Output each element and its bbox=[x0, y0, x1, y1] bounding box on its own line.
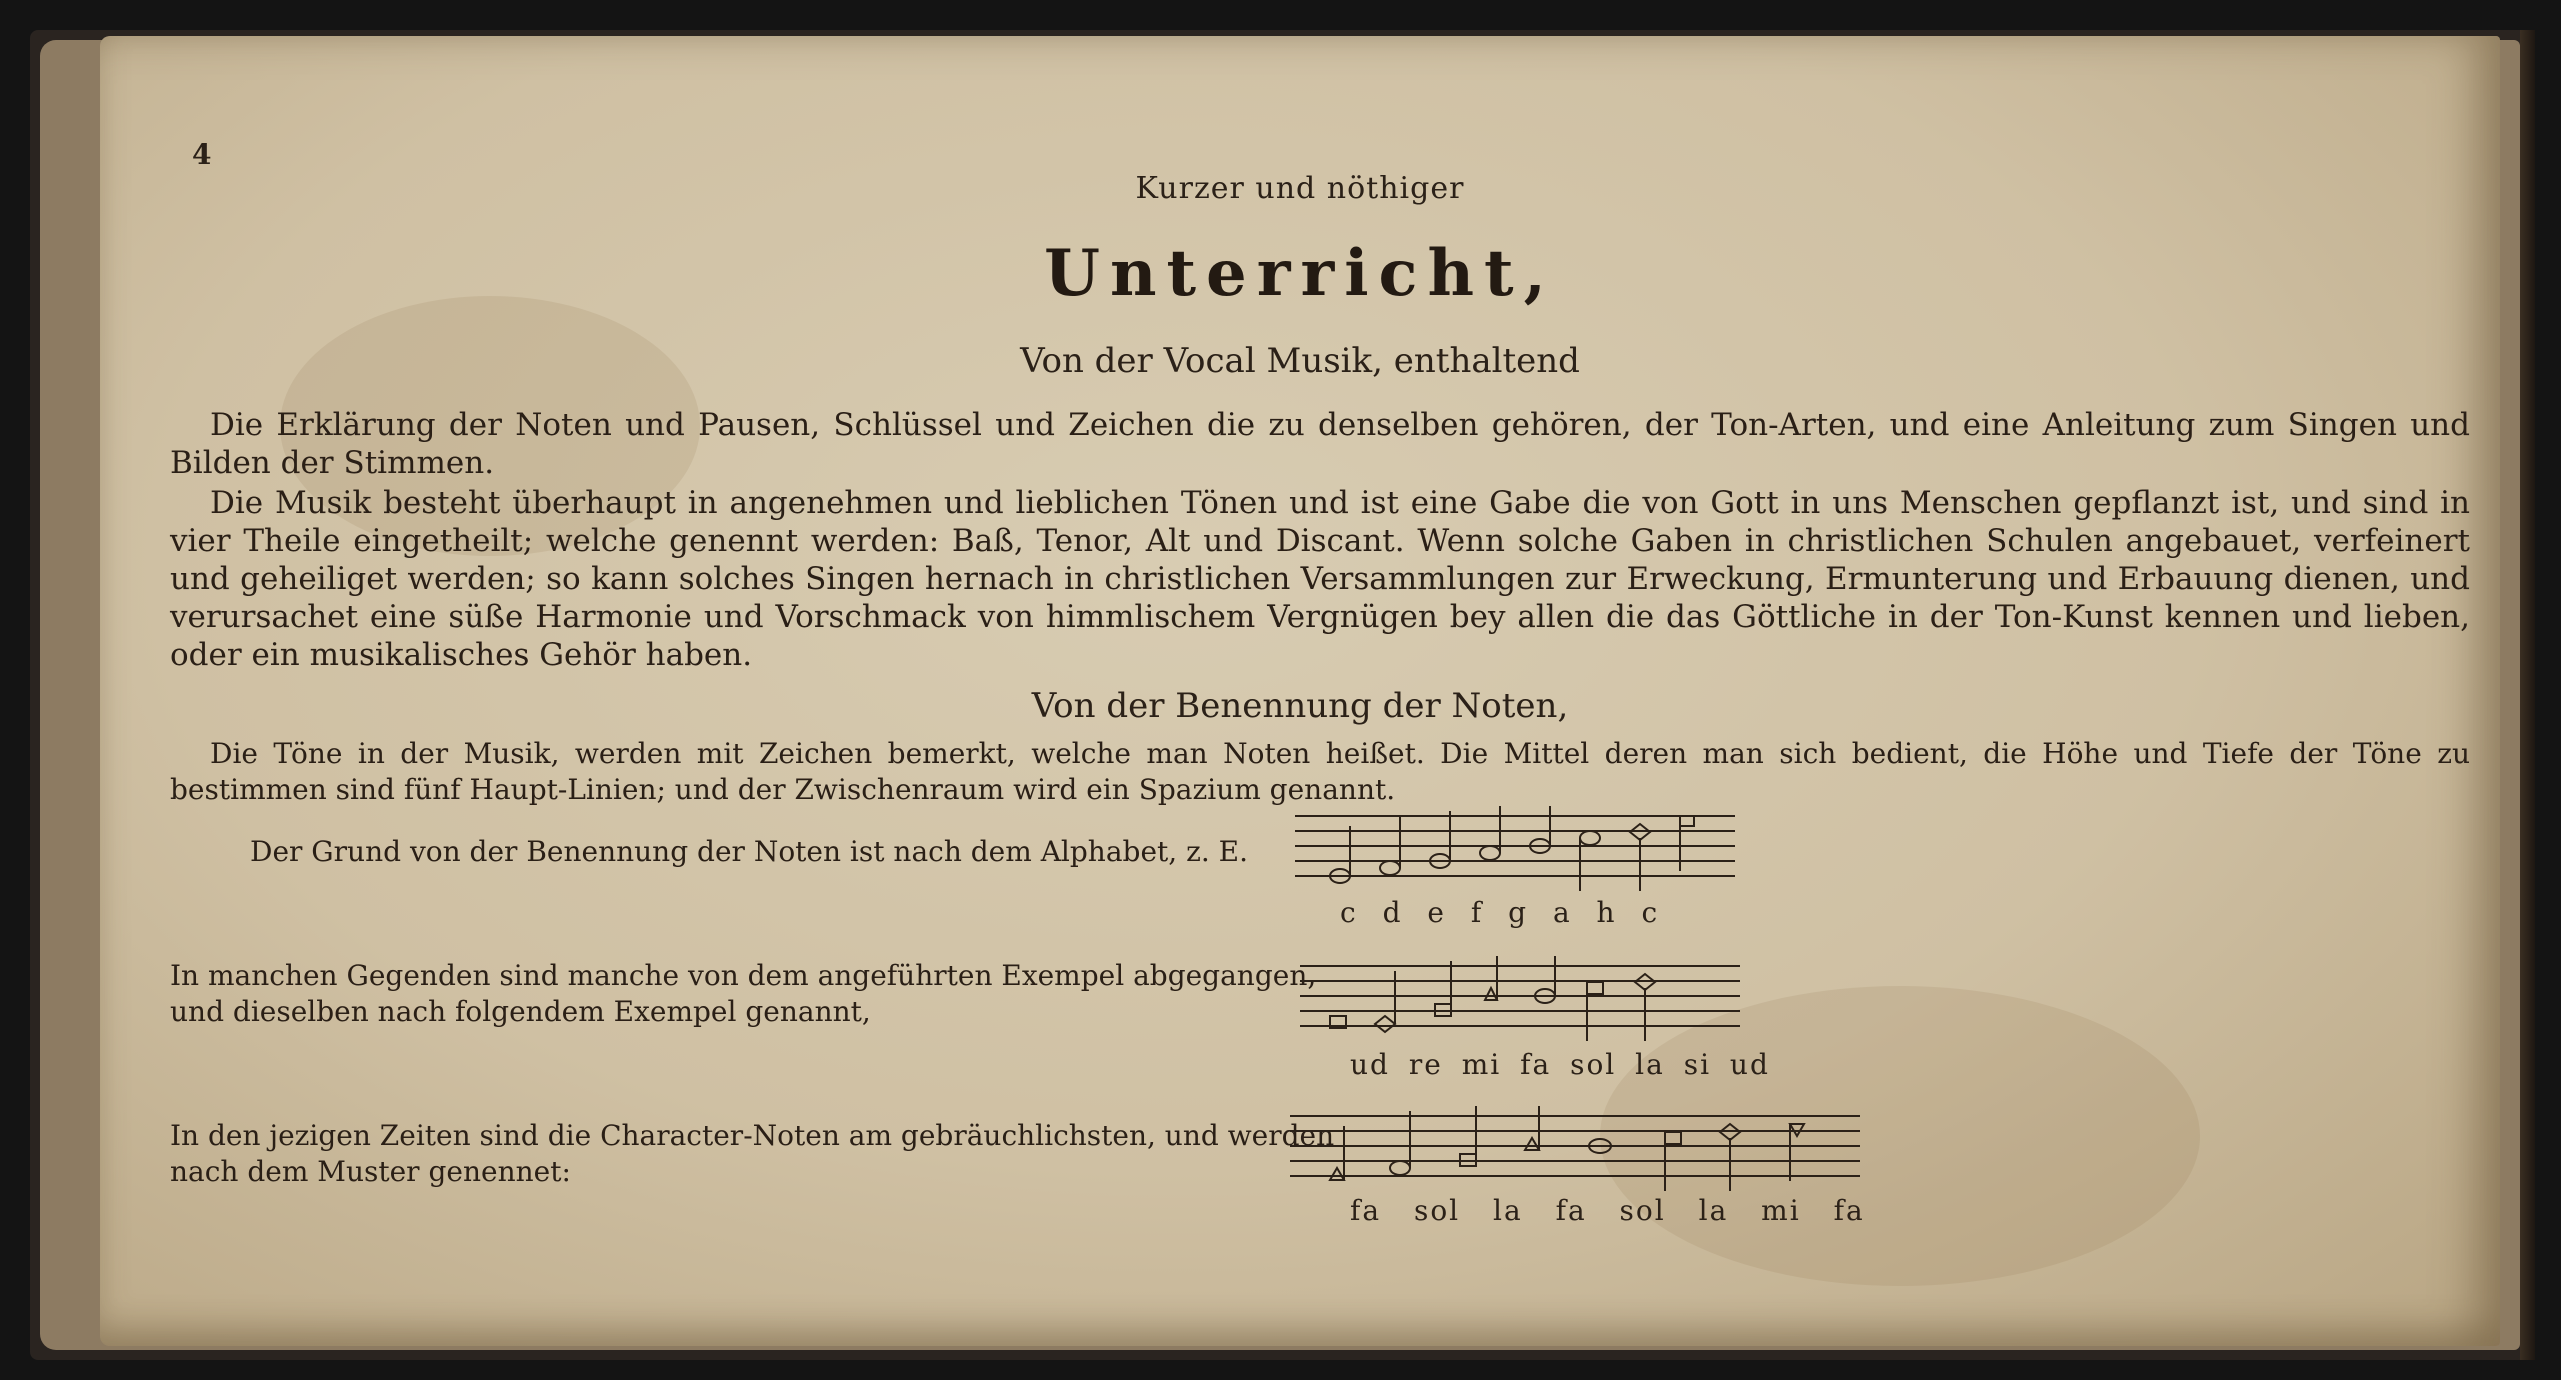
paragraph-notes: Die Töne in der Musik, werden mit Zeichen bemerkt, welche man Noten heißet. Die Mittel deren man sich bedient, die Höhe und Tiefe der Töne zu bestimmen sind fünf Haupt-Linien; und der Zwischenraum wird ein Spazium genannt. bbox=[170, 737, 2470, 806]
example2-text: In manchen Gegenden sind manche von dem angeführten Exempel abgegangen, und dieselben nach folgendem Exempel genannt, bbox=[170, 959, 1317, 1028]
music-staff-example2 bbox=[1300, 956, 1740, 1046]
example3-text: In den jezigen Zeiten sind die Character-Noten am gebräuchlichsten, und werden nach dem Muster genennet: bbox=[170, 1119, 1335, 1188]
page-title: Unterricht, bbox=[1044, 236, 1556, 311]
example2-labels: ud re mi fa sol la si ud bbox=[1350, 1048, 1770, 1081]
music-staff-example1 bbox=[1295, 806, 1735, 896]
heading-small: Kurzer und nöthiger bbox=[1135, 171, 1465, 206]
book-page bbox=[100, 36, 2500, 1346]
subtitle: Von der Vocal Musik, enthaltend bbox=[1020, 341, 1580, 381]
paragraph-music: Die Musik besteht überhaupt in angenehmen und lieblichen Tönen und ist eine Gabe die von Gott in uns Menschen gepflanzt ist, und sind in vier Theile eingetheilt; welche genennt werden: Baß, Tenor, Alt und Discant. Wenn solche Gaben in christlichen Schulen angebauet, verfeinert und geheiliget werden; so kann solches Singen hernach in christlichen Versammlungen zur Erweckung, Ermunterung und Erbauung dienen, und verursachet eine süße Harmonie und Vorschmack von himmlischem Vergnügen bey allen die das Göttliche in der Ton-Kunst kennen und lieben, oder ein musikalisches Gehör haben. bbox=[170, 485, 2470, 673]
section-heading: Von der Benennung der Noten, bbox=[1031, 686, 1569, 726]
example1-labels: c d e f g a h c bbox=[1340, 896, 1660, 929]
book-spine bbox=[2520, 30, 2535, 1360]
music-staff-example3 bbox=[1290, 1106, 1860, 1196]
paragraph-intro: Die Erklärung der Noten und Pausen, Schlüssel und Zeichen die zu denselben gehören, der Ton-Arten, und eine Anleitung zum Singen und Bilden der Stimmen. bbox=[170, 407, 2470, 481]
page-number: 4 bbox=[192, 138, 212, 171]
example3-labels: fa sol la fa sol la mi fa bbox=[1350, 1194, 1865, 1227]
example1-text: Der Grund von der Benennung der Noten ist nach dem Alphabet, z. E. bbox=[250, 835, 1248, 868]
